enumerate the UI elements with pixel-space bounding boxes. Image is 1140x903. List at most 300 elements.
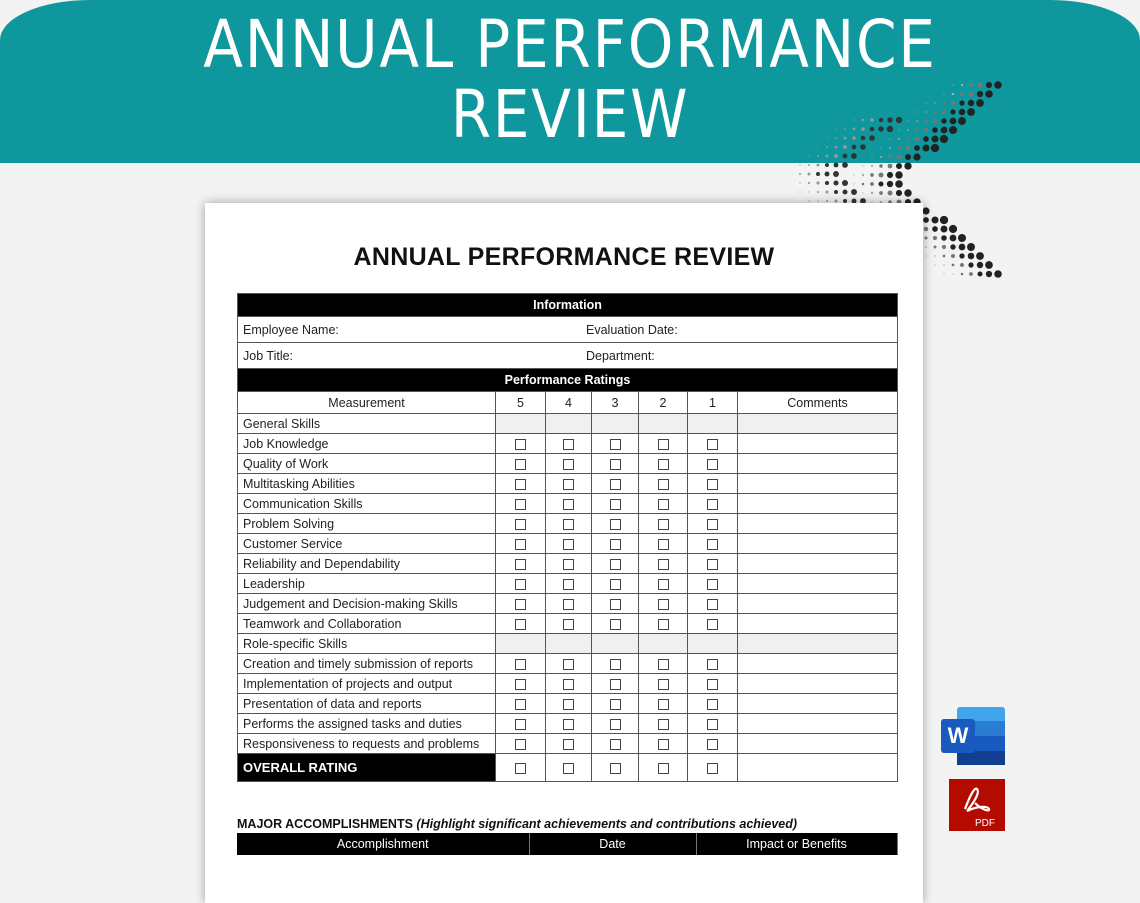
halftone-dot	[895, 180, 903, 188]
halftone-dot	[914, 145, 920, 151]
halftone-dot	[949, 225, 957, 233]
rating-checkbox[interactable]	[658, 459, 669, 470]
overall-rating-checkbox[interactable]	[610, 763, 621, 774]
category-rating-cell	[592, 414, 639, 434]
halftone-dot	[895, 171, 902, 178]
rating-row	[238, 694, 898, 714]
rating-checkbox[interactable]	[515, 619, 526, 630]
rating-checkbox[interactable]	[707, 519, 718, 530]
halftone-dot	[952, 93, 955, 96]
rating-checkbox[interactable]	[515, 439, 526, 450]
halftone-dot	[878, 181, 883, 186]
rating-cell	[592, 574, 639, 594]
halftone-dot	[943, 273, 944, 274]
halftone-dot	[853, 174, 854, 175]
rating-checkbox[interactable]	[658, 559, 669, 570]
rating-checkbox[interactable]	[658, 579, 669, 590]
comments-cell[interactable]	[738, 614, 898, 634]
rating-checkbox[interactable]	[707, 459, 718, 470]
rating-cell	[592, 494, 639, 514]
rating-cell	[639, 434, 688, 454]
rating-row	[238, 594, 898, 614]
overall-rating-cell	[688, 754, 738, 782]
rating-cell	[546, 454, 592, 474]
rating-checkbox[interactable]	[658, 439, 669, 450]
rating-row	[238, 674, 898, 694]
microsoft-word-icon	[941, 707, 1005, 765]
halftone-dot	[842, 162, 848, 168]
category-rating-cell	[688, 634, 738, 654]
rating-checkbox[interactable]	[658, 659, 669, 670]
halftone-dot	[887, 117, 892, 122]
rating-cell	[546, 654, 592, 674]
rating-cell	[688, 734, 738, 754]
rating-checkbox[interactable]	[707, 579, 718, 590]
halftone-dot	[906, 146, 911, 151]
comments-cell[interactable]	[738, 494, 898, 514]
rating-cell	[546, 574, 592, 594]
overall-rating-checkbox[interactable]	[658, 763, 669, 774]
halftone-dot	[967, 108, 975, 116]
rating-row	[238, 654, 898, 674]
halftone-dot	[922, 144, 929, 151]
comments-cell[interactable]	[738, 694, 898, 714]
halftone-dot	[907, 120, 908, 121]
halftone-dot	[925, 255, 926, 256]
category-label: General Skills	[238, 414, 496, 434]
halftone-dot	[870, 182, 874, 186]
rating-checkbox[interactable]	[610, 579, 621, 590]
rating-cell	[546, 494, 592, 514]
rating-checkbox[interactable]	[515, 699, 526, 710]
rating-row	[238, 734, 898, 754]
overall-rating-checkbox[interactable]	[707, 763, 718, 774]
halftone-dot	[817, 200, 818, 201]
column-header-measurement: Measurement	[238, 392, 496, 414]
halftone-dot	[960, 263, 964, 267]
rating-checkbox[interactable]	[658, 499, 669, 510]
rating-cell	[496, 494, 546, 514]
halftone-dot	[977, 271, 982, 276]
rating-checkbox[interactable]	[707, 699, 718, 710]
measurement-label: Responsiveness to requests and problems	[238, 734, 496, 754]
rating-checkbox[interactable]	[610, 739, 621, 750]
rating-checkbox[interactable]	[563, 499, 574, 510]
banner-title-line-1: ANNUAL PERFORMANCE	[203, 6, 937, 83]
rating-checkbox[interactable]	[563, 659, 574, 670]
rating-cell	[688, 594, 738, 614]
category-row	[238, 414, 898, 434]
halftone-dot	[916, 111, 917, 112]
halftone-dot	[922, 207, 929, 214]
halftone-dot	[870, 127, 874, 131]
ratings-header: Performance Ratings	[238, 369, 898, 392]
halftone-dot	[941, 127, 948, 134]
rating-checkbox[interactable]	[610, 539, 621, 550]
halftone-dot	[879, 164, 883, 168]
rating-cell	[496, 514, 546, 534]
halftone-dot	[941, 226, 948, 233]
rating-cell	[639, 674, 688, 694]
rating-cell	[592, 674, 639, 694]
halftone-dot	[976, 252, 984, 260]
halftone-dot	[898, 138, 900, 140]
rating-checkbox[interactable]	[658, 679, 669, 690]
halftone-dot	[959, 253, 964, 258]
rating-checkbox[interactable]	[515, 599, 526, 610]
halftone-dot	[985, 90, 993, 98]
rating-checkbox[interactable]	[610, 719, 621, 730]
rating-checkbox[interactable]	[707, 659, 718, 670]
rating-checkbox[interactable]	[515, 479, 526, 490]
rating-checkbox[interactable]	[610, 459, 621, 470]
comments-cell[interactable]	[738, 574, 898, 594]
halftone-dot	[968, 262, 973, 267]
halftone-dot	[851, 153, 857, 159]
document-preview	[205, 203, 923, 903]
rating-checkbox[interactable]	[563, 739, 574, 750]
comments-cell[interactable]	[738, 594, 898, 614]
halftone-dot	[959, 109, 966, 116]
halftone-dot	[880, 147, 881, 148]
rating-checkbox[interactable]	[658, 519, 669, 530]
comments-cell[interactable]	[738, 474, 898, 494]
halftone-dot	[950, 235, 957, 242]
measurement-label: Job Knowledge	[238, 434, 496, 454]
halftone-dot	[844, 119, 845, 120]
accomplishments-table	[237, 833, 898, 855]
halftone-dot	[825, 190, 828, 193]
rating-cell	[592, 474, 639, 494]
rating-checkbox[interactable]	[707, 539, 718, 550]
rating-cell	[639, 694, 688, 714]
halftone-dot	[887, 172, 893, 178]
rating-checkbox[interactable]	[658, 599, 669, 610]
rating-checkbox[interactable]	[707, 739, 718, 750]
halftone-dot	[898, 129, 899, 130]
rating-cell	[546, 514, 592, 534]
halftone-dot	[913, 153, 920, 160]
comments-cell[interactable]	[738, 514, 898, 534]
halftone-dot	[905, 154, 911, 160]
rating-row	[238, 474, 898, 494]
rating-cell	[639, 474, 688, 494]
halftone-dot	[862, 165, 863, 166]
rating-cell	[546, 734, 592, 754]
halftone-dot	[842, 180, 848, 186]
measurement-label: Presentation of data and reports	[238, 694, 496, 714]
halftone-dot	[879, 191, 883, 195]
rating-cell	[496, 474, 546, 494]
column-header-5: 5	[496, 392, 546, 414]
halftone-dot	[887, 181, 893, 187]
rating-checkbox[interactable]	[707, 599, 718, 610]
job-title-row	[238, 343, 898, 369]
rating-checkbox[interactable]	[515, 719, 526, 730]
overall-rating-row	[238, 754, 898, 782]
halftone-dot	[817, 146, 818, 147]
rating-cell	[546, 594, 592, 614]
halftone-dot	[977, 262, 983, 268]
halftone-dot	[834, 190, 838, 194]
rating-checkbox[interactable]	[515, 459, 526, 470]
column-header-1: 1	[688, 392, 738, 414]
rating-checkbox[interactable]	[563, 719, 574, 730]
halftone-dot	[904, 189, 911, 196]
measurement-label: Problem Solving	[238, 514, 496, 534]
comments-cell[interactable]	[738, 654, 898, 674]
comments-cell[interactable]	[738, 714, 898, 734]
rating-checkbox[interactable]	[563, 579, 574, 590]
rating-row	[238, 494, 898, 514]
rating-cell	[592, 554, 639, 574]
halftone-dot	[879, 173, 884, 178]
halftone-dot	[871, 156, 872, 157]
rating-checkbox[interactable]	[610, 559, 621, 570]
rating-checkbox[interactable]	[563, 519, 574, 530]
measurement-label: Communication Skills	[238, 494, 496, 514]
rating-checkbox[interactable]	[563, 679, 574, 690]
halftone-dot	[851, 189, 857, 195]
halftone-dot	[799, 182, 800, 183]
halftone-dot	[888, 191, 893, 196]
rating-row	[238, 574, 898, 594]
rating-checkbox[interactable]	[658, 719, 669, 730]
rating-cell	[592, 694, 639, 714]
rating-checkbox[interactable]	[658, 479, 669, 490]
halftone-dot	[932, 226, 938, 232]
halftone-dot	[817, 191, 819, 193]
halftone-dot	[825, 163, 829, 167]
rating-checkbox[interactable]	[707, 719, 718, 730]
halftone-dot	[932, 127, 938, 133]
overall-rating-label: OVERALL RATING	[238, 754, 496, 782]
rating-cell	[688, 474, 738, 494]
rating-cell	[639, 574, 688, 594]
rating-cell	[496, 674, 546, 694]
rating-cell	[546, 614, 592, 634]
halftone-dot	[853, 183, 854, 184]
measurement-label: Creation and timely submission of reports	[238, 654, 496, 674]
comments-cell[interactable]	[738, 434, 898, 454]
rating-checkbox[interactable]	[707, 619, 718, 630]
rating-checkbox[interactable]	[610, 619, 621, 630]
rating-cell	[546, 474, 592, 494]
halftone-dot	[950, 109, 955, 114]
halftone-dot	[799, 173, 801, 175]
halftone-dot	[994, 270, 1002, 278]
rating-cell	[496, 714, 546, 734]
halftone-dot	[976, 99, 984, 107]
category-label: Role-specific Skills	[238, 634, 496, 654]
halftone-dot	[943, 264, 944, 265]
rating-cell	[639, 594, 688, 614]
halftone-dot	[817, 164, 820, 167]
rating-cell	[496, 654, 546, 674]
rating-checkbox[interactable]	[707, 439, 718, 450]
rating-cell	[496, 574, 546, 594]
halftone-dot	[968, 253, 975, 260]
rating-checkbox[interactable]	[515, 579, 526, 590]
halftone-dot	[969, 272, 973, 276]
rating-cell	[639, 734, 688, 754]
rating-cell	[639, 454, 688, 474]
halftone-dot	[978, 83, 983, 88]
measurement-label: Performs the assigned tasks and duties	[238, 714, 496, 734]
rating-checkbox[interactable]	[563, 479, 574, 490]
halftone-dot	[816, 181, 819, 184]
halftone-dot	[843, 145, 847, 149]
comments-cell[interactable]	[738, 674, 898, 694]
rating-checkbox[interactable]	[707, 499, 718, 510]
halftone-dot	[924, 236, 927, 239]
category-rating-cell	[639, 414, 688, 434]
halftone-dot	[835, 128, 836, 129]
rating-checkbox[interactable]	[515, 659, 526, 670]
halftone-dot	[870, 118, 873, 121]
rating-checkbox[interactable]	[515, 679, 526, 690]
rating-checkbox[interactable]	[563, 699, 574, 710]
halftone-dot	[834, 154, 838, 158]
rating-checkbox[interactable]	[610, 519, 621, 530]
halftone-dot	[943, 255, 946, 258]
halftone-dot	[967, 243, 975, 251]
comments-cell[interactable]	[738, 554, 898, 574]
halftone-dot	[897, 155, 902, 160]
halftone-dot	[960, 92, 964, 96]
halftone-dot	[961, 84, 963, 86]
halftone-dot	[852, 145, 857, 150]
job-title-label: Job Title:	[243, 348, 294, 363]
rating-checkbox[interactable]	[563, 439, 574, 450]
halftone-dot	[952, 264, 955, 267]
rating-checkbox[interactable]	[610, 479, 621, 490]
halftone-dot	[826, 146, 828, 148]
column-header-4: 4	[546, 392, 592, 414]
rating-cell	[639, 654, 688, 674]
rating-checkbox[interactable]	[563, 619, 574, 630]
rating-checkbox[interactable]	[658, 619, 669, 630]
overall-rating-checkbox[interactable]	[515, 763, 526, 774]
rating-checkbox[interactable]	[610, 439, 621, 450]
rating-checkbox[interactable]	[658, 699, 669, 710]
rating-checkbox[interactable]	[658, 739, 669, 750]
halftone-dot	[923, 136, 929, 142]
halftone-dot	[940, 216, 948, 224]
rating-cell	[496, 694, 546, 714]
halftone-dot	[925, 120, 928, 123]
halftone-dot	[942, 110, 946, 114]
halftone-dot	[959, 244, 966, 251]
halftone-dot	[961, 273, 964, 276]
rating-cell	[688, 574, 738, 594]
rating-cell	[592, 734, 639, 754]
halftone-dot	[958, 117, 966, 125]
rating-checkbox[interactable]	[563, 459, 574, 470]
rating-cell	[639, 494, 688, 514]
halftone-dot	[869, 135, 875, 141]
rating-cell	[688, 554, 738, 574]
halftone-dot	[994, 81, 1001, 88]
rating-checkbox[interactable]	[707, 559, 718, 570]
overall-comments-cell[interactable]	[738, 754, 898, 782]
rating-checkbox[interactable]	[515, 539, 526, 550]
rating-row	[238, 534, 898, 554]
rating-cell	[639, 614, 688, 634]
rating-checkbox[interactable]	[515, 739, 526, 750]
rating-cell	[546, 554, 592, 574]
halftone-dot	[799, 164, 800, 165]
halftone-dot	[958, 234, 966, 242]
rating-cell	[688, 454, 738, 474]
rating-checkbox[interactable]	[658, 539, 669, 550]
rating-checkbox[interactable]	[707, 679, 718, 690]
rating-cell	[688, 514, 738, 534]
employee-name-row	[238, 317, 898, 343]
date-column-header: Date	[529, 833, 696, 855]
rating-checkbox[interactable]	[563, 539, 574, 550]
measurement-label: Implementation of projects and output	[238, 674, 496, 694]
rating-checkbox[interactable]	[610, 699, 621, 710]
halftone-dot	[931, 216, 938, 223]
halftone-dot	[934, 255, 936, 257]
rating-checkbox[interactable]	[610, 499, 621, 510]
comments-cell[interactable]	[738, 454, 898, 474]
halftone-dot	[941, 235, 947, 241]
rating-checkbox[interactable]	[515, 519, 526, 530]
rating-checkbox[interactable]	[563, 599, 574, 610]
halftone-dot	[950, 118, 957, 125]
measurement-label: Leadership	[238, 574, 496, 594]
column-header-2: 2	[639, 392, 688, 414]
rating-cell	[496, 554, 546, 574]
halftone-dot	[896, 163, 902, 169]
halftone-dot	[952, 84, 953, 85]
halftone-dot	[862, 192, 863, 193]
halftone-dot	[906, 137, 909, 140]
employee-name-label: Employee Name:	[243, 322, 339, 337]
halftone-dot	[915, 137, 919, 141]
rating-cell	[688, 614, 738, 634]
rating-checkbox[interactable]	[610, 679, 621, 690]
rating-cell	[592, 434, 639, 454]
rating-checkbox[interactable]	[610, 659, 621, 670]
department-label: Department:	[586, 348, 655, 363]
halftone-dot	[934, 111, 937, 114]
comments-cell[interactable]	[738, 534, 898, 554]
category-rating-cell	[496, 414, 546, 434]
rating-checkbox[interactable]	[707, 479, 718, 490]
measurement-label: Judgement and Decision-making Skills	[238, 594, 496, 614]
comments-cell[interactable]	[738, 734, 898, 754]
halftone-dot	[916, 120, 918, 122]
halftone-dot	[844, 128, 846, 130]
overall-rating-checkbox[interactable]	[563, 763, 574, 774]
halftone-dot	[897, 146, 900, 149]
rating-checkbox[interactable]	[610, 599, 621, 610]
halftone-dot	[808, 191, 809, 192]
rating-checkbox[interactable]	[515, 559, 526, 570]
rating-checkbox[interactable]	[563, 559, 574, 570]
rating-cell	[639, 714, 688, 734]
halftone-dot	[852, 136, 856, 140]
rating-checkbox[interactable]	[515, 499, 526, 510]
rating-cell	[688, 494, 738, 514]
halftone-dot	[940, 135, 948, 143]
halftone-dot	[887, 126, 893, 132]
halftone-dot	[934, 264, 935, 265]
measurement-label: Reliability and Dependability	[238, 554, 496, 574]
